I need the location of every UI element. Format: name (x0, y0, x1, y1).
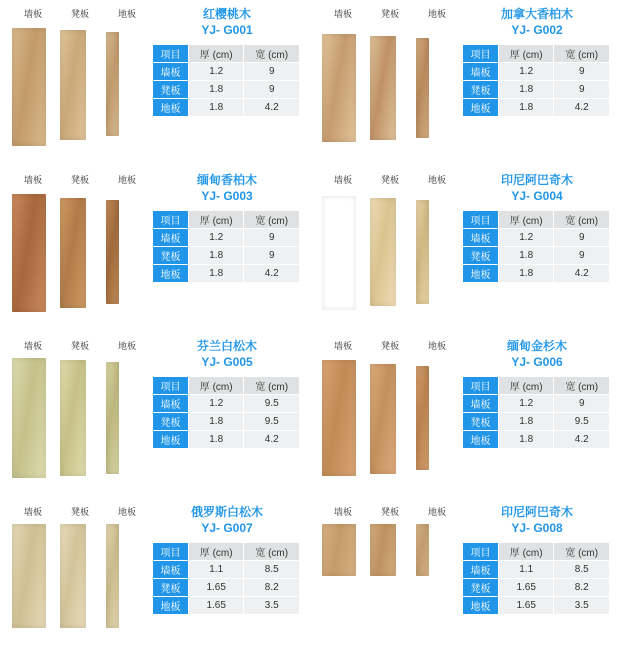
sample-photos (320, 8, 460, 158)
spec-table (462, 210, 610, 283)
sample-label: 地板 (427, 507, 446, 517)
cell-width: 9 (244, 247, 300, 265)
cell-width: 9 (554, 247, 610, 265)
header-thickness: 厚 (cm) (498, 377, 554, 395)
spec-table (462, 44, 610, 117)
catalog-row (0, 166, 620, 332)
board-wall (12, 28, 46, 146)
table-header-row (153, 377, 300, 395)
sample-photos (320, 174, 460, 324)
board-floor (106, 32, 119, 136)
row-label: 地板 (153, 431, 189, 449)
row-label: 凳板 (153, 247, 189, 265)
product-code: YJ- G006 (511, 355, 563, 369)
board-wall (322, 524, 356, 576)
header-item: 项目 (463, 377, 499, 395)
product-title-block (152, 504, 302, 536)
product-card (0, 166, 310, 332)
spec-table (152, 210, 300, 283)
sample-label: 地板 (117, 175, 136, 185)
board-floor (106, 200, 119, 304)
sample-label: 墙板 (333, 507, 352, 517)
spec-table (462, 376, 610, 449)
sample-photos (10, 174, 150, 324)
cell-width: 8.5 (244, 561, 300, 579)
board-floor (106, 524, 119, 628)
cell-thickness: 1.1 (188, 561, 244, 579)
spec-table (152, 542, 300, 615)
cell-thickness: 1.8 (498, 431, 554, 449)
sample-label: 地板 (117, 507, 136, 517)
header-width: 宽 (cm) (554, 543, 610, 561)
table-row (153, 395, 300, 413)
cell-thickness: 1.65 (498, 597, 554, 615)
board-images (320, 356, 460, 488)
spec-table (152, 44, 300, 117)
cell-width: 9 (554, 229, 610, 247)
cell-width: 8.2 (244, 579, 300, 597)
table-header-row (153, 543, 300, 561)
row-label: 地板 (153, 597, 189, 615)
cell-thickness: 1.8 (188, 99, 244, 117)
table-row (153, 413, 300, 431)
row-label: 墙板 (153, 63, 189, 81)
cell-thickness: 1.65 (498, 579, 554, 597)
cell-thickness: 1.8 (498, 99, 554, 117)
table-row (153, 63, 300, 81)
table-row (153, 579, 300, 597)
cell-width: 9 (554, 395, 610, 413)
cell-width: 4.2 (554, 99, 610, 117)
sample-label: 地板 (117, 9, 136, 19)
cell-thickness: 1.8 (188, 431, 244, 449)
cell-thickness: 1.65 (188, 597, 244, 615)
cell-width: 9 (244, 229, 300, 247)
sample-label: 凳板 (380, 341, 399, 351)
cell-thickness: 1.8 (188, 247, 244, 265)
cell-thickness: 1.8 (188, 413, 244, 431)
board-images (10, 24, 150, 156)
sample-label: 凳板 (380, 175, 399, 185)
cell-width: 8.5 (554, 561, 610, 579)
row-label: 墙板 (463, 561, 499, 579)
header-thickness: 厚 (cm) (188, 543, 244, 561)
spec-table (152, 376, 300, 449)
header-item: 项目 (463, 45, 499, 63)
table-row (463, 247, 610, 265)
product-title-block (152, 6, 302, 38)
header-thickness: 厚 (cm) (188, 377, 244, 395)
sample-photos (10, 8, 150, 158)
board-wall (12, 194, 46, 312)
row-label: 墙板 (463, 63, 499, 81)
cell-width: 9 (554, 81, 610, 99)
header-thickness: 厚 (cm) (188, 211, 244, 229)
row-label: 地板 (463, 99, 499, 117)
table-row (463, 99, 610, 117)
board-images (10, 190, 150, 322)
table-header-row (463, 543, 610, 561)
cell-thickness: 1.8 (498, 81, 554, 99)
sample-label: 凳板 (70, 175, 89, 185)
product-code: YJ- G005 (201, 355, 253, 369)
product-card (0, 0, 310, 166)
table-row (153, 265, 300, 283)
sample-label: 地板 (427, 9, 446, 19)
product-title-block (462, 504, 612, 536)
table-row (463, 265, 610, 283)
sample-label: 墙板 (333, 9, 352, 19)
row-label: 凳板 (463, 413, 499, 431)
board-wall (322, 34, 356, 142)
table-row (153, 99, 300, 117)
sample-label-group (10, 8, 150, 22)
product-code: YJ- G008 (511, 521, 563, 535)
sample-label-group (10, 174, 150, 188)
product-title-block (462, 338, 612, 370)
product-name: 芬兰白松木 (196, 339, 257, 353)
row-label: 地板 (153, 99, 189, 117)
cell-width: 4.2 (244, 431, 300, 449)
board-bench (60, 198, 86, 308)
cell-width: 3.5 (244, 597, 300, 615)
sample-label: 凳板 (70, 9, 89, 19)
board-wall (322, 360, 356, 476)
header-width: 宽 (cm) (244, 377, 300, 395)
sample-label-group (320, 506, 460, 520)
row-label: 凳板 (153, 413, 189, 431)
sample-photos (320, 340, 460, 490)
board-bench (370, 198, 396, 306)
product-card (310, 498, 620, 664)
sample-label: 凳板 (380, 507, 399, 517)
row-label: 凳板 (463, 579, 499, 597)
cell-thickness: 1.8 (188, 265, 244, 283)
cell-thickness: 1.8 (188, 81, 244, 99)
board-wall (12, 524, 46, 628)
table-row (463, 63, 610, 81)
table-header-row (153, 211, 300, 229)
header-thickness: 厚 (cm) (498, 211, 554, 229)
sample-photos (10, 340, 150, 490)
sample-label: 地板 (427, 175, 446, 185)
table-header-row (153, 45, 300, 63)
board-bench (370, 364, 396, 474)
table-row (153, 561, 300, 579)
cell-width: 9.5 (554, 413, 610, 431)
header-thickness: 厚 (cm) (188, 45, 244, 63)
table-row (463, 395, 610, 413)
header-item: 项目 (463, 211, 499, 229)
row-label: 地板 (463, 265, 499, 283)
cell-width: 3.5 (554, 597, 610, 615)
board-bench (60, 524, 86, 628)
table-row (153, 81, 300, 99)
sample-label: 凳板 (70, 507, 89, 517)
cell-width: 4.2 (554, 265, 610, 283)
sample-label: 凳板 (380, 9, 399, 19)
row-label: 地板 (463, 431, 499, 449)
product-name: 红樱桃木 (202, 7, 251, 21)
cell-width: 9.5 (244, 395, 300, 413)
cell-thickness: 1.2 (498, 395, 554, 413)
product-code: YJ- G003 (201, 189, 253, 203)
row-label: 凳板 (463, 81, 499, 99)
header-item: 项目 (153, 377, 189, 395)
board-bench (60, 360, 86, 476)
board-wall (12, 358, 46, 478)
product-card (0, 332, 310, 498)
board-images (320, 24, 460, 156)
row-label: 墙板 (463, 395, 499, 413)
product-code: YJ- G007 (201, 521, 253, 535)
table-row (463, 561, 610, 579)
cell-width: 4.2 (244, 99, 300, 117)
sample-label: 墙板 (333, 341, 352, 351)
row-label: 凳板 (153, 81, 189, 99)
sample-label-group (320, 174, 460, 188)
table-row (153, 229, 300, 247)
row-label: 墙板 (153, 229, 189, 247)
board-floor (106, 362, 119, 474)
table-row (463, 81, 610, 99)
sample-label-group (10, 340, 150, 354)
header-item: 项目 (153, 211, 189, 229)
product-name: 俄罗斯白松木 (190, 505, 263, 519)
table-row (463, 431, 610, 449)
cell-thickness: 1.2 (188, 63, 244, 81)
row-label: 凳板 (463, 247, 499, 265)
table-row (463, 413, 610, 431)
sample-label-group (320, 8, 460, 22)
sample-label: 墙板 (23, 341, 42, 351)
catalog-row (0, 332, 620, 498)
cell-thickness: 1.2 (498, 63, 554, 81)
product-card (310, 0, 620, 166)
board-wall (322, 196, 356, 310)
header-width: 宽 (cm) (244, 211, 300, 229)
cell-thickness: 1.2 (188, 395, 244, 413)
cell-width: 9 (244, 81, 300, 99)
product-name: 印尼阿巴奇木 (500, 173, 573, 187)
sample-label: 墙板 (23, 9, 42, 19)
cell-width: 4.2 (554, 431, 610, 449)
sample-photos (10, 506, 150, 656)
catalog-row (0, 498, 620, 664)
product-name: 缅甸金杉木 (506, 339, 567, 353)
catalog-row (0, 0, 620, 166)
board-images (10, 356, 150, 488)
table-header-row (463, 45, 610, 63)
sample-label: 凳板 (70, 341, 89, 351)
cell-thickness: 1.1 (498, 561, 554, 579)
cell-width: 9 (244, 63, 300, 81)
header-width: 宽 (cm) (244, 45, 300, 63)
product-name: 缅甸香柏木 (196, 173, 257, 187)
product-code: YJ- G002 (511, 23, 563, 37)
table-row (153, 597, 300, 615)
table-row (463, 229, 610, 247)
row-label: 地板 (153, 265, 189, 283)
sample-label: 墙板 (23, 507, 42, 517)
header-width: 宽 (cm) (554, 211, 610, 229)
header-thickness: 厚 (cm) (498, 543, 554, 561)
board-bench (370, 524, 396, 576)
product-card (310, 332, 620, 498)
cell-width: 9 (554, 63, 610, 81)
board-images (10, 522, 150, 654)
cell-thickness: 1.8 (498, 265, 554, 283)
table-header-row (463, 211, 610, 229)
product-title-block (462, 172, 612, 204)
table-row (153, 431, 300, 449)
cell-thickness: 1.2 (498, 229, 554, 247)
cell-thickness: 1.8 (498, 413, 554, 431)
cell-width: 4.2 (244, 265, 300, 283)
product-name: 印尼阿巴奇木 (500, 505, 573, 519)
sample-label: 墙板 (23, 175, 42, 185)
sample-label: 墙板 (333, 175, 352, 185)
table-row (153, 247, 300, 265)
board-floor (416, 524, 429, 576)
cell-thickness: 1.8 (498, 247, 554, 265)
product-title-block (152, 172, 302, 204)
cell-width: 8.2 (554, 579, 610, 597)
header-width: 宽 (cm) (554, 377, 610, 395)
product-code: YJ- G001 (201, 23, 253, 37)
sample-label-group (320, 340, 460, 354)
product-card (0, 498, 310, 664)
sample-label: 地板 (117, 341, 136, 351)
cell-thickness: 1.65 (188, 579, 244, 597)
sample-photos (320, 506, 460, 656)
row-label: 凳板 (153, 579, 189, 597)
row-label: 墙板 (153, 561, 189, 579)
board-images (320, 522, 460, 654)
board-floor (416, 38, 429, 138)
product-card (310, 166, 620, 332)
product-title-block (152, 338, 302, 370)
spec-table (462, 542, 610, 615)
header-item: 项目 (153, 45, 189, 63)
header-item: 项目 (153, 543, 189, 561)
header-width: 宽 (cm) (554, 45, 610, 63)
table-header-row (463, 377, 610, 395)
product-code: YJ- G004 (511, 189, 563, 203)
board-bench (60, 30, 86, 140)
header-item: 项目 (463, 543, 499, 561)
board-floor (416, 366, 429, 470)
sample-label-group (10, 506, 150, 520)
row-label: 地板 (463, 597, 499, 615)
table-row (463, 579, 610, 597)
table-row (463, 597, 610, 615)
board-bench (370, 36, 396, 140)
product-title-block (462, 6, 612, 38)
board-floor (416, 200, 429, 304)
cell-width: 9.5 (244, 413, 300, 431)
board-images (320, 190, 460, 322)
row-label: 墙板 (153, 395, 189, 413)
product-name: 加拿大香柏木 (500, 7, 573, 21)
header-width: 宽 (cm) (244, 543, 300, 561)
cell-thickness: 1.2 (188, 229, 244, 247)
row-label: 墙板 (463, 229, 499, 247)
sample-label: 地板 (427, 341, 446, 351)
header-thickness: 厚 (cm) (498, 45, 554, 63)
